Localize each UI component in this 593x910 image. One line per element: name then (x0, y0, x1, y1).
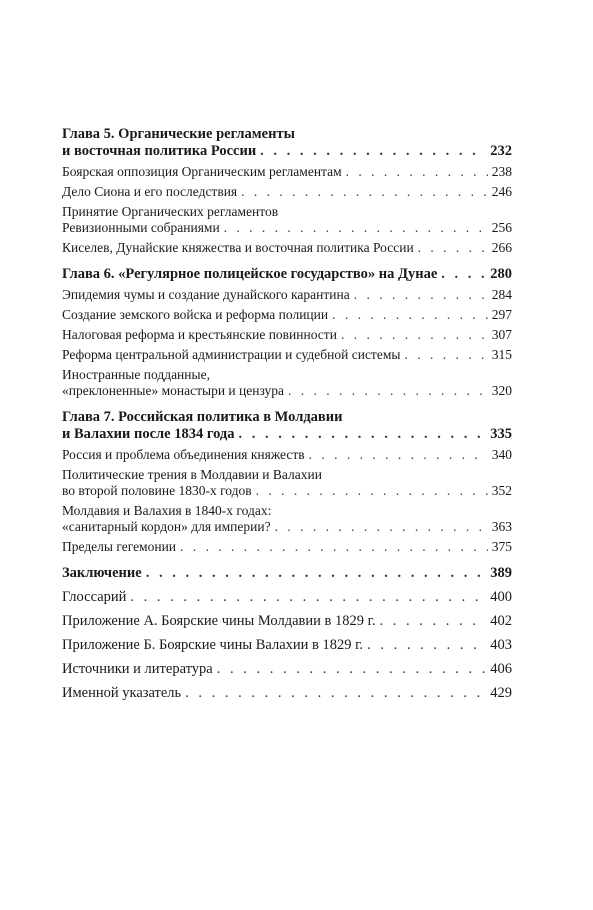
chapter-7 (62, 409, 512, 555)
page-number: 340 (491, 447, 512, 462)
chapter-title-row (62, 266, 512, 283)
dot-leader (130, 589, 486, 606)
dot-leader (441, 266, 486, 283)
dot-leader (239, 426, 487, 443)
section-entry (62, 447, 512, 463)
page-number: 400 (490, 589, 512, 605)
dot-leader (418, 240, 488, 256)
page-number: 406 (490, 661, 512, 677)
appendix-b-entry (62, 637, 512, 654)
page-number: 403 (490, 637, 512, 653)
dot-leader (185, 685, 486, 702)
section-title: Боярская оппозиция Органическим регламентам (62, 164, 342, 179)
entry-title: Приложение Б. Боярские чины Валахии в 1829 г. (62, 637, 364, 653)
section-title-line1: Принятие Органических регламентов (62, 204, 279, 219)
entry-title: Источники и литература (62, 661, 213, 677)
section-entry (62, 287, 512, 303)
table-of-contents (62, 126, 512, 709)
page-number: 307 (491, 327, 512, 342)
chapter-title-line1: Глава 7. Российская политика в Молдавии (62, 409, 343, 425)
section-entry (62, 327, 512, 343)
chapter-6 (62, 266, 512, 399)
chapter-title-line2: и Валахии после 1834 года (62, 426, 235, 442)
page-number: 363 (491, 519, 512, 534)
section-entry (62, 184, 512, 200)
dot-leader (260, 143, 486, 160)
section-entry (62, 367, 512, 399)
chapter-title (62, 126, 512, 160)
section-title: Киселев, Дунайские княжества и восточная политика России (62, 240, 414, 255)
end-matter (62, 565, 512, 702)
chapter-title (62, 266, 512, 283)
page-number: 246 (491, 184, 512, 199)
dot-leader (367, 637, 486, 654)
section-title: Пределы гегемонии (62, 539, 177, 554)
chapter-title-line1: Глава 5. Органические регламенты (62, 126, 295, 142)
page-number: 284 (491, 287, 512, 302)
section-entry (62, 503, 512, 535)
section-title: Россия и проблема объединения княжеств (62, 447, 305, 462)
page-number: 297 (491, 307, 512, 322)
section-entry (62, 307, 512, 323)
section-title: Реформа центральной администрации и судебной системы (62, 347, 401, 362)
page-number: 266 (491, 240, 512, 255)
page-number: 232 (490, 143, 512, 159)
dot-leader (224, 220, 488, 236)
section-entry (62, 467, 512, 499)
section-title: «преклоненные» монастыри и цензура (62, 383, 285, 398)
chapter-title-row (62, 426, 512, 443)
dot-leader (275, 519, 488, 535)
dot-leader (354, 287, 488, 303)
chapter-title-line: Глава 6. «Регулярное полицейское государство» на Дунае (62, 266, 438, 282)
section-title-line1: Политические трения в Молдавии и Валахии (62, 467, 322, 482)
dot-leader (380, 613, 487, 630)
section-title: Ревизионными собраниями (62, 220, 220, 235)
appendix-a-entry (62, 613, 512, 630)
page-number: 352 (491, 483, 512, 498)
dot-leader (217, 661, 487, 678)
entry-title: Именной указатель (62, 685, 182, 701)
page-number: 315 (491, 347, 512, 362)
dot-leader (288, 383, 488, 399)
section-entry (62, 539, 512, 555)
page-number: 429 (490, 685, 512, 701)
name-index-entry (62, 685, 512, 702)
section-entry (62, 347, 512, 363)
dot-leader (332, 307, 488, 323)
dot-leader (180, 539, 488, 555)
chapter-title-row (62, 143, 512, 160)
entry-title: Приложение А. Боярские чины Молдавии в 1829 г. (62, 613, 376, 629)
dot-leader (256, 483, 488, 499)
glossary-entry (62, 589, 512, 606)
page-number: 256 (491, 220, 512, 235)
page-number: 375 (491, 539, 512, 554)
page-number: 389 (490, 565, 512, 581)
dot-leader (341, 327, 488, 343)
entry-title: Глоссарий (62, 589, 127, 605)
dot-leader (309, 447, 488, 463)
section-title: Налоговая реформа и крестьянские повинности (62, 327, 337, 342)
section-title: во второй половине 1830-х годов (62, 483, 252, 498)
section-title: «санитарный кордон» для империи? (62, 519, 271, 534)
page-number: 402 (490, 613, 512, 629)
entry-title: Заключение (62, 565, 142, 581)
dot-leader (404, 347, 487, 363)
section-entry (62, 204, 512, 236)
dot-leader (241, 184, 488, 200)
section-title: Дело Сиона и его последствия (62, 184, 238, 199)
conclusion-entry (62, 565, 512, 582)
section-title: Эпидемия чумы и создание дунайского карантина (62, 287, 350, 302)
sources-entry (62, 661, 512, 678)
dot-leader (146, 565, 487, 582)
chapter-title-line2: и восточная политика России (62, 143, 257, 159)
section-title-line1: Молдавия и Валахия в 1840-х годах: (62, 503, 272, 518)
page-number: 335 (490, 426, 512, 442)
page-number: 238 (491, 164, 512, 179)
chapter-title (62, 409, 512, 443)
chapter-5 (62, 126, 512, 256)
section-title: Создание земского войска и реформа полиции (62, 307, 329, 322)
page-number: 280 (490, 266, 512, 282)
page-number: 320 (491, 383, 512, 398)
section-title-line1: Иностранные подданные, (62, 367, 210, 382)
section-entry (62, 164, 512, 180)
dot-leader (346, 164, 488, 180)
section-entry (62, 240, 512, 256)
